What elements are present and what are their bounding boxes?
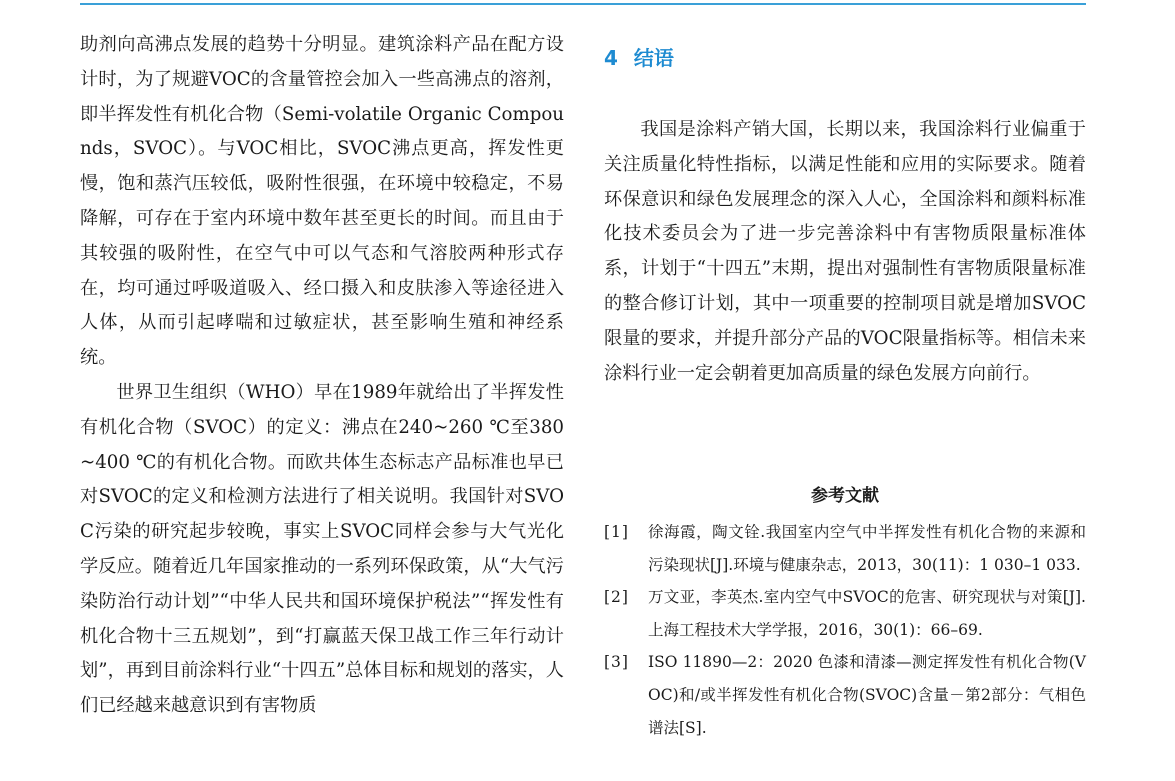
section-title: 结语 [633,46,674,70]
header-rule [80,3,1086,5]
reference-item [604,646,1086,744]
section-heading [604,42,674,71]
reference-text: 徐海霞，陶文铨.我国室内空气中半挥发性有机化合物的来源和污染现状[J].环境与健康杂志，2013，30(11)：1 030–1 033. [648,523,1086,574]
reference-number: [3] [604,653,629,672]
reference-number: [1] [604,523,629,541]
reference-text: 万文亚，李英杰.室内空气中SVOC的危害、研究现状与对策[J].上海工程技术大学学报，2016，30(1)：66–69. [648,588,1086,639]
conclusion-paragraph: 我国是涂料产销大国，长期以来，我国涂料行业偏重于关注质量化特性指标，以满足性能和应用的实际要求。随着环保意识和绿色发展理念的深入人心，全国涂料和颜料标准化技术委员会为了进一步完善涂料中有害物质限量标准体系，计划于“十四五”末期，提出对强制性有害物质限量标准的整合修订计划，其中一项重要的控制项目就是增加SVOC限量的要求，并提升部分产品的VOC限量指标等。相信未来涂料行业一定会朝着更加高质量的绿色发展方向前行。 [604,119,1086,384]
reference-text: ISO 11890—2：2020 色漆和清漆—测定挥发性有机化合物(VOC)和/或半挥发性有机化合物(SVOC)含量－第2部分：气相色谱法[S]. [648,653,1086,737]
reference-item [604,516,1086,581]
body-paragraph-2: 世界卫生组织（WHO）早在1989年就给出了半挥发性有机化合物（SVOC）的定义：沸点在240~260 ℃至380~400 ℃的有机化合物。而欧共体生态标志产品标准也早已对SVOC的定义和检测方法进行了相关说明。我国针对SVOC污染的研究起步较晚，事实上SVOC同样会参与大气光化学反应。随着近几年国家推动的一系列环保政策，从“大气污染防治行动计划”“中华人民共和国环境保护税法”“挥发性有机化合物十三五规划”，到“打赢蓝天保卫战工作三年行动计划”，再到目前涂料行业“十四五”总体目标和规划的落实，人们已经越来越意识到有害物质 [80,381,564,717]
left-column [80,28,564,724]
references-title: 参考文献 [811,486,879,506]
reference-item [604,581,1086,646]
body-paragraph-1: 助剂向高沸点发展的趋势十分明显。建筑涂料产品在配方设计时，为了规避VOC的含量管控会加入一些高沸点的溶剂，即半挥发性有机化合物（Semi-volatile Organic Compounds，SVOC）。与VOC相比，SVOC沸点更高，挥发性更慢，饱和蒸汽压较低，吸附性很强，在环境中较稳定，不易降解，可存在于室内环境中数年甚至更长的时间。而且由于其较强的吸附性，在空气中可以气态和气溶胶两种形式存在，均可通过呼吸道吸入、经口摄入和皮肤渗入等途径进入人体，从而引起哮喘和过敏症状，甚至影响生殖和神经系统。 [80,34,564,369]
reference-number: [2] [604,588,629,607]
section-number: 4 [604,46,618,70]
references-list [604,516,1086,744]
